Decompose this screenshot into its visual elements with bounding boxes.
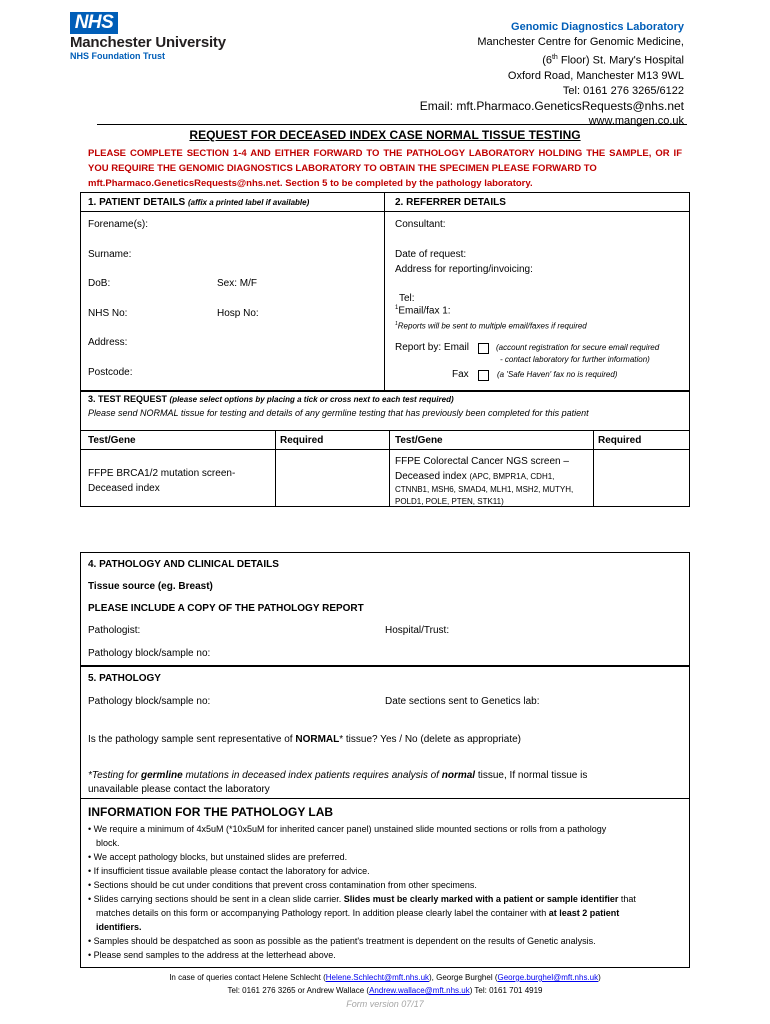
fax-note: (a 'Safe Haven' fax no is required) [497,370,618,379]
block-sample-field[interactable]: Pathology block/sample no: [88,648,211,659]
email-note-2: - contact laboratory for further information) [500,355,650,364]
address-field[interactable]: Address: [88,337,128,348]
address-line-2: (6th Floor) St. Mary's Hospital [542,54,684,67]
lab-tel: Tel: 0161 276 3265/6122 [562,84,684,97]
footer-contacts-1: In case of queries contact Helene Schlecht (Helene.Schlecht@mft.nhs.uk), George Burghel (George.burghel@mft.nhs.uk) [169,973,601,982]
lab-website[interactable]: www.mangen.co.uk [588,114,684,127]
helene-email-link[interactable]: Helene.Schlecht@mft.nhs.uk [325,973,430,982]
sex-field[interactable]: Sex: M/F [217,278,258,289]
date-sections-field[interactable]: Date sections sent to Genetics lab: [385,696,540,707]
tel-field[interactable]: Tel: [399,293,415,304]
report-by-email-label: Report by: Email [395,342,469,353]
address-line-1: Manchester Centre for Genomic Medicine, [477,36,684,48]
list-item: matches details on this form or accompanying Pathology report. In addition please clearly label the container with at least 2 patient [96,908,620,918]
pathology-heading: 5. PATHOLOGY [88,673,161,684]
test-colorectal-row: FFPE Colorectal Cancer NGS screen – Deceased index (APC, BMPR1A, CDH1, CTNNB1, MSH6, SMAD4, MLH1, MSH2, MUTYH, POLD1, POLE, PTEN, STK11) [395,456,574,506]
referrer-details-heading: 2. REFERRER DETAILS [395,197,506,208]
list-item: identifiers. [96,922,142,932]
nhs-logo: NHS [70,12,118,34]
list-item: • We accept pathology blocks, but unstained slides are preferred. [88,852,348,862]
reports-note: $^1$Reports will be sent to multiple email/faxes if required [395,321,587,331]
fax-checkbox[interactable] [478,370,489,381]
lab-address [420,20,684,129]
test-request-subnote: Please send NORMAL tissue for testing and details of any germline testing that has previously been completed for this patient [88,408,589,418]
list-item: • Slides carrying sections should be sent in a clean slide carrier. Slides must be clearly marked with a patient or sample identifier that [88,894,636,904]
fax-label: Fax [452,369,469,380]
pathologist-field[interactable]: Pathologist: [88,625,141,636]
patient-details-heading: 1. PATIENT DETAILS (affix a printed label if available) [88,197,310,208]
dob-field[interactable]: DoB: [88,278,111,289]
email-checkbox[interactable] [478,343,489,354]
col-test-gene: Test/Gene [395,435,443,446]
form-instructions: PLEASE COMPLETE SECTION 1-4 AND EITHER FORWARD TO THE PATHOLOGY LABORATORY HOLDING THE SAMPLE, OR IF YOU REQUIRE THE GENOMIC DIAGNOSTICS LABORATORY TO OBTAIN THE SPECIMEN PLEASE FORWARD TO mft.Pharmaco.GeneticsRequests@nhs.net. Section 5 to be completed by the pathology laboratory. [88,148,682,189]
nhs-no-field[interactable]: NHS No: [88,308,128,319]
tissue-source-field[interactable]: Tissue source (eg. Breast) [88,581,213,592]
email-fax-field[interactable]: $^1$Email/fax 1: [395,305,451,317]
normal-tissue-question[interactable]: Is the pathology sample sent representative of NORMAL* tissue? Yes / No (delete as appropriate) [88,734,522,745]
divider [389,430,390,506]
info-heading: INFORMATION FOR THE PATHOLOGY LAB [88,805,334,819]
list-item: block. [96,838,120,848]
list-item: • Sections should be cut under conditions that prevent cross contamination from other specimens. [88,880,477,890]
hosp-no-field[interactable]: Hosp No: [217,308,259,319]
info-list [88,822,678,962]
col-required: Required [280,435,324,446]
form-version: Form version 07/17 [346,999,424,1009]
date-of-request-field[interactable]: Date of request: [395,249,467,260]
address-reporting-field[interactable]: Address for reporting/invoicing: [395,264,533,275]
list-item: • Please send samples to the address at the letterhead above. [88,950,336,960]
divider [384,192,385,390]
brca-required-cell[interactable] [276,450,388,504]
forenames-field[interactable]: Forename(s): [88,219,149,230]
address-line-3: Oxford Road, Manchester M13 9WL [507,69,684,82]
footer-contacts-2: Tel: 0161 276 3265 or Andrew Wallace (Andrew.wallace@mft.nhs.uk) Tel: 0161 701 4919 [227,986,543,995]
lab-email: Email: mft.Pharmaco.GeneticsRequests@nhs.net [419,98,684,113]
test-request-heading: 3. TEST REQUEST (please select options by placing a tick or cross next to each test required) [88,394,454,404]
email-note: (account registration for secure email required [496,343,660,352]
list-item: • We require a minimum of 4x5uM (*10x5uM for inherited cancer panel) unstained slide mounted sections or rolls from a pathology [88,824,607,834]
header-divider [97,124,687,125]
trust-name: NHS Foundation Trust [70,51,165,61]
path-block-sample-field[interactable]: Pathology block/sample no: [88,696,211,707]
george-email-link[interactable]: George.burghel@mft.nhs.uk [497,973,599,982]
include-report-note: PLEASE INCLUDE A COPY OF THE PATHOLOGY REPORT [88,603,364,614]
postcode-field[interactable]: Postcode: [88,367,133,378]
lab-name: Genomic Diagnostics Laboratory [511,21,684,33]
pathology-clinical-heading: 4. PATHOLOGY AND CLINICAL DETAILS [88,559,279,570]
col-required: Required [598,435,642,446]
list-item: • Samples should be despatched as soon as possible as the patient's treatment is dependent on the results of Genetic analysis. [88,936,596,946]
colorectal-required-cell[interactable] [594,450,688,504]
form-title: REQUEST FOR DECEASED INDEX CASE NORMAL TISSUE TESTING [189,128,581,142]
andrew-email-link[interactable]: Andrew.wallace@mft.nhs.uk [369,986,470,995]
surname-field[interactable]: Surname: [88,249,132,260]
divider [80,211,690,212]
hospital-trust-field[interactable]: Hospital/Trust: [385,625,450,636]
divider [80,430,690,431]
consultant-field[interactable]: Consultant: [395,219,446,230]
test-brca-row: FFPE BRCA1/2 mutation screen- Deceased index [88,468,236,494]
germline-note: *Testing for germline mutations in deceased index patients requires analysis of normal tissue, If normal tissue is unavailable please contact the laboratory [88,770,588,795]
org-name: Manchester University [70,34,226,51]
col-test-gene: Test/Gene [88,435,136,446]
list-item: • If insufficient tissue available please contact the laboratory for advice. [88,866,370,876]
